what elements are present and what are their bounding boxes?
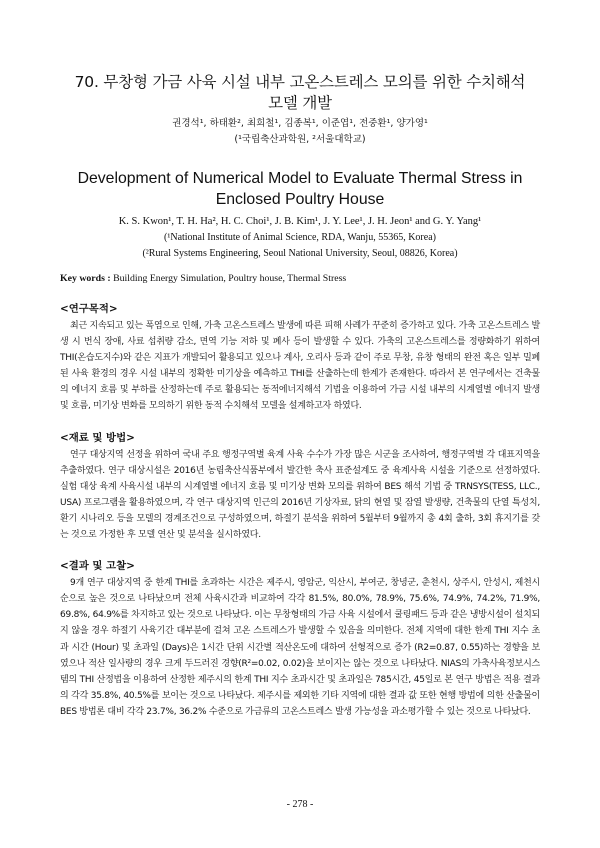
english-authors: K. S. Kwon¹, T. H. Ha², H. C. Choi¹, J. B. Kim¹, J. Y. Lee¹, J. H. Jeon¹ and G. Y. Yang¹ — [118, 216, 482, 227]
keywords-label: Key words : — [60, 273, 111, 284]
section-title-purpose: <연구목적> — [60, 303, 118, 315]
korean-authors: 권경석¹, 하태환², 최희철¹, 김종복¹, 이준엽¹, 전중환¹, 양가영¹ — [172, 118, 428, 129]
korean-title-line1: 70. 무창형 가금 사육 시설 내부 고온스트레스 모의를 위한 수치해석 — [74, 73, 526, 91]
korean-title — [60, 72, 540, 114]
section-text-results: 9개 연구 대상지역 중 한계 THI를 초과하는 시간은 제주시, 영암군, 익산시, 부여군, 창녕군, 춘천시, 상주시, 안성시, 제천시 순으로 높은 것으로 나타났으며 전체 사육시간과 비교하여 각각 81.5%, 80.0%, 78.9%, 75.6%, 74.9%, 74.2%, 71.9%, 69.8%, 64.9%를 차지하고 있는 것으로 나타났다. 이는 무창형태의 가금 사육 시설에서 쿨링패드 등과 같은 냉방시설이 설치되지 않을 경우 하절기 사육기간 대부분에 걸쳐 고온 스트레스가 발생할 수 있음을 의미한다. 전체 지역에 대한 한계 THI 지수 초과 시간 (Hour) 및 초과일 (Days)은 1시간 단위 시간별 적산온도에 대하여 선형적으로 증가 (R2=0.87, 0.55)하는 경향을 보였으나 적산 일사량의 경우 크게 두드러진 경향(R²=0.02, 0.02)을 보이지는 않는 것으로 나타났다. NIAS의 가축사육정보시스템의 THI 산정법을 이용하여 산정한 제주시의 한계 THI 지수 초과시간 및 초과일은 785시간, 45일로 본 연구 방법은 적용 결과의 각각 35.8%, 40.5%를 보이는 것으로 나타났다. 제주시를 제외한 기타 지역에 대한 결과 값 또한 현행 방법에 의한 산출물이 BES 방법론 대비 각각 23.7%, 36.2% 수준으로 가금류의 고온스트레스 발생 가능성을 과소평가할 수 있는 것으로 나타났다. — [60, 578, 540, 717]
english-title — [60, 168, 540, 210]
paper-page — [60, 72, 540, 720]
section-text-methods: 연구 대상지역 선정을 위하여 국내 주요 행정구역별 육계 사육 수수가 가장 많은 시군을 조사하여, 행정구역별 각 대표지역을 추출하였다. 연구 대상시설은 2016년 농림축산식품부에서 발간한 축사 표준설계도 중 육계사육 시설을 기준으로 선정하였다. 실험 대상 육계 사육시설 내부의 시계열별 에너지 흐름 및 미기상 변화 모의를 위하여 BES 해석 기법 중 TRNSYS(TESS, LLC., USA) 프로그램을 활용하였으며, 각 연구 대상지역 인근의 2016년 기상자료, 닭의 현열 및 잠열 발생량, 건축물의 단열 특성치, 환기 시나리오 등을 모델의 경계조건으로 구성하였으며, 하절기 분석을 위하여 5월부터 9월까지 총 4회 출하, 3회 휴지기를 갖는 것으로 가정한 후 모델 연산 및 분석을 실시하였다. — [60, 449, 540, 541]
english-affiliation-2: (²Rural Systems Engineering, Seoul National University, Seoul, 08826, Korea) — [142, 248, 458, 259]
section-title-methods: <재료 및 방법> — [60, 431, 135, 444]
english-affiliation-1: (¹National Institute of Animal Science, RDA, Wanju, 55365, Korea) — [164, 232, 436, 243]
english-title-line1: Development of Numerical Model to Evaluate Thermal Stress in — [77, 170, 523, 187]
korean-affiliations: (¹국립축산과학원, ²서울대학교) — [234, 134, 366, 145]
korean-title-line2: 모델 개발 — [268, 94, 332, 112]
section-title-results: <결과 및 고찰> — [60, 560, 135, 573]
keywords-text: Building Energy Simulation, Poultry house, Thermal Stress — [113, 273, 347, 284]
keywords — [60, 272, 540, 286]
section-text-purpose: 최근 지속되고 있는 폭염으로 인해, 가축 고온스트레스 발생에 따른 피해 사례가 꾸준히 증가하고 있다. 가축 고온스트레스 발생 시 번식 장애, 사료 섭취량 감소, 면역 기능 저하 및 폐사 등이 발생할 수 있다. 가축의 고온스트레스를 정량화하기 위하여 THI(온습도지수)와 같은 지표가 개발되어 활용되고 있으나 계사, 오리사 등과 같이 주로 무창, 유창 형태의 완전 혹은 일부 밀폐된 사육 환경의 경우 시설 내부의 정확한 미기상을 예측하고 THI를 산출하는데 한계가 존재한다. 따라서 본 연구에서는 건축물의 에너지 흐름 및 부하를 산정하는데 주로 활용되는 동적에너지해석 기법을 이용하여 가금 시설 내부의 시계열별 에너지 발생 및 흐름, 미기상 변화를 모의하기 위한 동적 수치해석 모델을 설계하고자 하였다. — [60, 321, 540, 412]
page-number: - 278 - — [286, 799, 314, 810]
english-title-line2: Enclosed Poultry House — [215, 191, 385, 208]
